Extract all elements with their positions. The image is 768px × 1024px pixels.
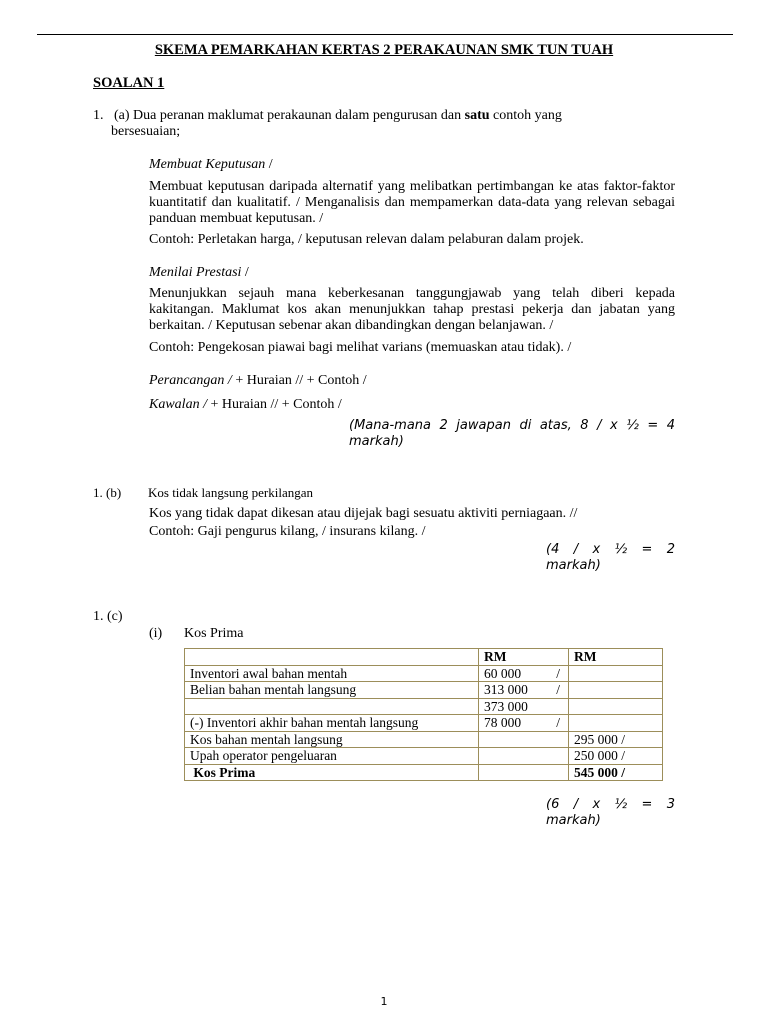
q1a-marks: (Mana-mana 2 jawapan di atas, 8 / x ½ = 4 markah) bbox=[349, 418, 675, 449]
top-rule bbox=[37, 34, 733, 35]
item-cell: (-) Inventori akhir bahan mentah langsung bbox=[185, 715, 479, 732]
kos-prima-table bbox=[184, 648, 663, 781]
table-row bbox=[185, 715, 663, 732]
role1-heading: Membuat Keputusan / bbox=[149, 157, 273, 172]
item-cell: Kos Prima bbox=[185, 764, 479, 781]
role2-example: Contoh: Pengekosan piawai bagi melihat varians (memuaskan atau tidak). / bbox=[149, 340, 572, 355]
q1a-prompt-bold: satu bbox=[464, 108, 490, 123]
item-cell: Inventori awal bahan mentah bbox=[185, 665, 479, 682]
rm-total-cell: 545 000 / bbox=[569, 764, 663, 781]
q1b-marks: (4 / x ½ = 2 markah) bbox=[546, 542, 675, 573]
table-row bbox=[185, 731, 663, 748]
header-cell: RM bbox=[569, 649, 663, 666]
table-header-row bbox=[185, 649, 663, 666]
rm-total-cell bbox=[569, 698, 663, 715]
item-cell: Belian bahan mentah langsung bbox=[185, 682, 479, 699]
alternative-1: Perancangan / + Huraian // + Contoh / bbox=[149, 373, 367, 388]
role1-body: Membuat keputusan daripada alternatif yang melibatkan pertimbangan ke atas faktor-faktor kuantitatif dan kualitatif. / Menganalisis dan mempamerkan data-data yang relevan sebagai panduan membuat keputusan. / bbox=[149, 179, 675, 226]
q1c-label: 1. (c) bbox=[93, 609, 123, 624]
q1a-number: 1. bbox=[93, 108, 104, 123]
table-row bbox=[185, 665, 663, 682]
role2-heading: Menilai Prestasi / bbox=[149, 265, 249, 280]
rm-cell bbox=[479, 715, 569, 732]
alternative-2: Kawalan / + Huraian // + Contoh / bbox=[149, 397, 342, 412]
rm-cell bbox=[479, 682, 569, 699]
q1c-heading: Kos Prima bbox=[184, 626, 244, 641]
document-title: SKEMA PEMARKAHAN KERTAS 2 PERAKAUNAN SMK TUN TUAH bbox=[154, 42, 614, 58]
tick-mark: / bbox=[556, 682, 560, 698]
q1b-heading: Kos tidak langsung perkilangan bbox=[148, 485, 313, 500]
table-row bbox=[185, 748, 663, 765]
header-cell: RM bbox=[479, 649, 569, 666]
q1c-marks: (6 / x ½ = 3 markah) bbox=[546, 797, 675, 828]
page-number: 1 bbox=[380, 995, 388, 1008]
q1a-prompt-after: contoh yang bbox=[493, 108, 562, 123]
item-cell bbox=[185, 698, 479, 715]
rm-value: 373 000 bbox=[484, 698, 528, 714]
rm-total-cell bbox=[569, 715, 663, 732]
rm-value: 60 000 bbox=[484, 665, 522, 681]
q1b-line2: Contoh: Gaji pengurus kilang, / insurans kilang. / bbox=[149, 524, 426, 539]
rm-cell bbox=[479, 698, 569, 715]
q1b-line1: Kos yang tidak dapat dikesan atau dijejak bagi sesuatu aktiviti perniagaan. // bbox=[149, 506, 578, 521]
role2-body: Menunjukkan sejauh mana keberkesanan tanggungjawab yang telah diberi kepada kakitangan. Maklumat kos akan menunjukkan tahap prestasi pekerja dan jabatan yang berkaitan. / Keputusan sebenar akan dibandingkan dengan belanjawan. / bbox=[149, 286, 675, 333]
q1a-part: (a) bbox=[114, 108, 130, 123]
rm-cell bbox=[479, 764, 569, 781]
q1b-label: 1. (b) bbox=[93, 485, 122, 500]
rm-cell bbox=[479, 748, 569, 765]
rm-value: 78 000 bbox=[484, 715, 522, 731]
rm-total-cell: 295 000 / bbox=[569, 731, 663, 748]
rm-total-cell: 250 000 / bbox=[569, 748, 663, 765]
q1a-prompt bbox=[93, 108, 675, 124]
rm-cell bbox=[479, 665, 569, 682]
rm-total-cell bbox=[569, 665, 663, 682]
tick-mark: / bbox=[556, 665, 560, 681]
item-cell: Kos bahan mentah langsung bbox=[185, 731, 479, 748]
q1a-prompt-text: Dua peranan maklumat perakaunan dalam pengurusan dan bbox=[133, 108, 462, 123]
header-cell bbox=[185, 649, 479, 666]
rm-cell bbox=[479, 731, 569, 748]
q1a-prompt-line2: bersesuaian; bbox=[111, 124, 181, 139]
q1c-sub-label: (i) bbox=[149, 626, 163, 641]
item-cell: Upah operator pengeluaran bbox=[185, 748, 479, 765]
table-row bbox=[185, 698, 663, 715]
table-row bbox=[185, 682, 663, 699]
rm-total-cell bbox=[569, 682, 663, 699]
rm-value: 313 000 bbox=[484, 682, 528, 698]
role1-example: Contoh: Perletakan harga, / keputusan relevan dalam pelaburan dalam projek. bbox=[149, 232, 584, 247]
table-row bbox=[185, 764, 663, 781]
tick-mark: / bbox=[556, 715, 560, 731]
section-heading: SOALAN 1 bbox=[93, 75, 165, 91]
